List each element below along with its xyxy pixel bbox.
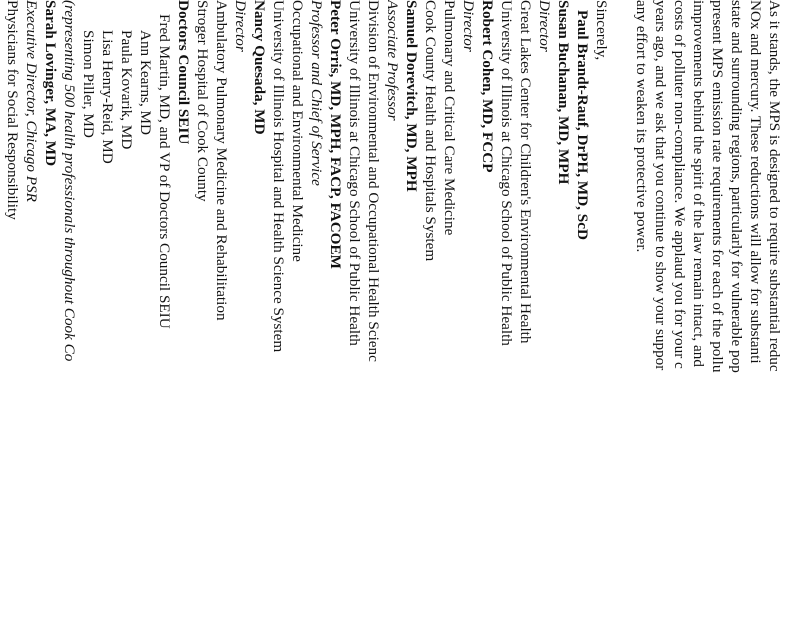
signatory-line: Samuel Dorevitch, MD, MPH <box>403 0 420 192</box>
paragraph-line: present MPS emission rate requirements for each of the pollu <box>709 0 726 373</box>
signatory-line: Lisa Henry-Reid, MD <box>99 30 116 164</box>
signatory-line: Simon Piller, MD <box>80 30 97 138</box>
signatory-line: Occupational and Environmental Medicine <box>289 0 306 262</box>
signatory-line: University of Illinois Hospital and Health Science System <box>270 0 287 353</box>
paragraph-line: As it stands, the MPS is designed to require substantial reduc <box>766 0 783 372</box>
signatory-line: Nancy Quesada, MD <box>251 0 268 135</box>
signatory-line: Director <box>536 0 553 52</box>
signatory-line: Fred Martin, MD, and VP of Doctors Council SEIU <box>156 14 173 329</box>
signatory-line: (representing 500 health professionals throughout Cook Co <box>61 0 78 362</box>
signatory-line: Sarah Lovinger, MA, MD <box>42 0 59 167</box>
signatory-line: Stroger Hospital of Cook County <box>194 0 211 202</box>
signatory-line: Ambulatory Pulmonary Medicine and Rehabilitation <box>213 0 230 321</box>
signatory-line: Physicians for Social Responsibility <box>4 0 21 220</box>
signatory-line: Pulmonary and Critical Care Medicine <box>441 0 458 236</box>
paragraph-line: costs of polluter non-compliance. We applaud you for your c <box>671 0 688 369</box>
signatory-line: University of Illinois at Chicago School of Public Health <box>346 0 363 346</box>
signatory-line: University of Illinois at Chicago School of Public Health <box>498 0 515 346</box>
signatory-line: Ann Kearns, MD <box>137 30 154 136</box>
signatory-line: Paul Brandt-Rauf, DrPH, MD, ScD <box>574 10 591 240</box>
paragraph-line: years ago, and we ask that you continue to show your suppor <box>652 0 669 371</box>
paragraph-line: state and surrounding regions, particularly for vulnerable pop <box>728 0 745 373</box>
signatory-line: Robert Cohen, MD, FCCP <box>479 0 496 173</box>
signatory-line: Great Lakes Center for Children's Environmental Health <box>517 0 534 344</box>
signatory-line: Director <box>232 0 249 52</box>
signatory-line: Executive Director, Chicago PSR <box>23 0 40 202</box>
paragraph-line: NOx and mercury. These reductions will allow for substanti <box>747 0 764 364</box>
signatory-line: Division of Environmental and Occupational Health Scienc <box>365 0 382 362</box>
signatory-line: Paula Kovarik, MD <box>118 30 135 150</box>
signatory-line: Cook County Health and Hospitals System <box>422 0 439 262</box>
signatory-line: Susan Buchanan, MD, MPH <box>555 0 572 185</box>
signatory-line: Associate Professor <box>384 0 401 121</box>
signatory-line: Professor and Chief of Service <box>308 0 325 186</box>
signatory-line: Peter Orris, MD, MPH, FACP, FACOEM <box>327 0 344 269</box>
signatory-line: Doctors Council SEIU <box>175 0 192 145</box>
closing-salutation: Sincerely, <box>593 0 610 61</box>
paragraph-line: any effort to weaken its protective power. <box>633 0 650 253</box>
paragraph-line: improvements behind the spirit of the law remain intact, and <box>690 0 707 367</box>
signatory-line: Director <box>460 0 477 52</box>
